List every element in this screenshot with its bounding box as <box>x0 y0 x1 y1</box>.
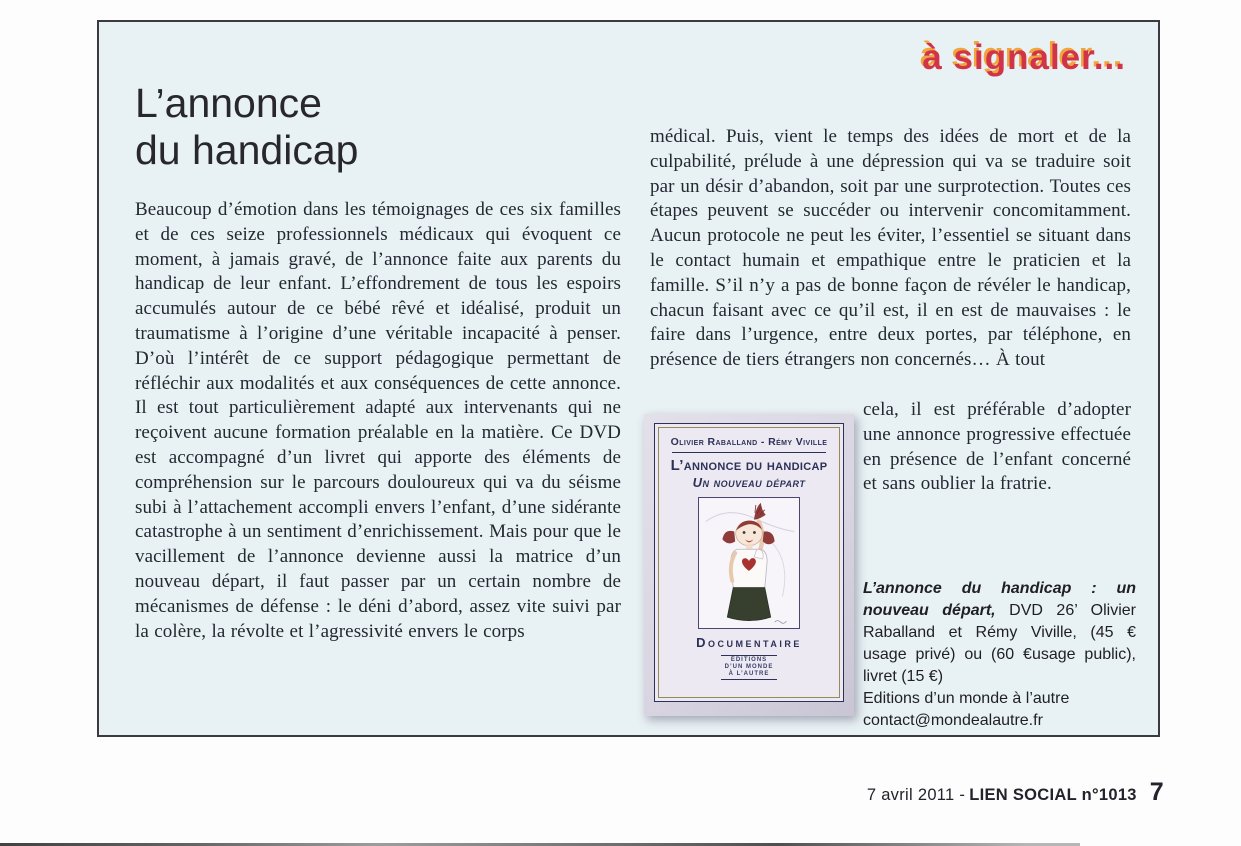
right-column-text-top: médical. Puis, vient le temps des idées de mort et de la culpabilité, prélude à une dépression qui va se traduire soit par un désir d’abandon, soit par une surprotection. Toutes ces étapes peuvent se succéder ou intervenir concomitamment. Aucun protocole ne peut les éviter, l’essentiel se situant dans le contact humain et empathique entre le praticien et la famille. S’il n’y a pas de bonne façon de révéler le handicap, chacun faisant avec ce qu’il est, il en est de mauvaises : le faire dans l’urgence, entre deux portes, par téléphone, en présence de tiers étrangers non concernés… À tout <box>650 126 1131 371</box>
dvd-cover-subtitle: Un nouveau départ <box>692 475 806 490</box>
left-column-text: Beaucoup d’émotion dans les témoignages de ces six familles et de ces seize professionnels médicaux qui évoquent ce moment, à jamais gravé, de l’annonce faite aux parents du handicap de leur enfant. L’effondrement de tous les espoirs accumulés autour de ce bébé rêvé et idéalisé, produit un traumatisme à l’origine d’une véritable incapacité à penser. D’où l’intérêt de ce support pédagogique permettant de réfléchir aux modalités et aux conséquences de cette annonce. Il est tout particulièrement adapté aux intervenants qui ne reçoivent aucune formation préalable en la matière. Ce DVD est accompagné d’un livret qui apporte des éléments de compréhension sur le parcours douloureux qui va du séisme subi à l’attachement accompli envers l’enfant, d’une sidérante catastrophe à un sentiment d’enrichissement. Mais pour que le vacillement de l’annonce devienne aussi la matrice d’un nouveau départ, il faut passer par un certain nombre de mécanismes de défense : le déni d’abord, assez vite suivi par la colère, la révolte et l’agressivité envers le corps <box>135 199 621 642</box>
footer-magazine: LIEN SOCIAL n°1013 <box>969 786 1137 804</box>
page-number: 7 <box>1149 778 1164 806</box>
caption-title: L’annonce du handicap : un nouveau départ, <box>863 580 1136 619</box>
caption-email: contact@mondealautre.fr <box>863 712 1043 729</box>
child-illustration <box>698 497 800 629</box>
dvd-caption <box>863 578 1136 732</box>
article-title-line2: du handicap <box>135 127 359 173</box>
dvd-cover-frame <box>658 427 840 698</box>
dvd-cover-photo <box>644 414 854 716</box>
article-panel <box>97 20 1160 737</box>
publisher-logo-line2: D’UN MONDE <box>724 664 774 670</box>
caption-publisher: Editions d’un monde à l’autre <box>863 690 1070 707</box>
section-label: à signaler... <box>922 38 1126 77</box>
page-footer <box>867 778 1164 807</box>
girl-drawing-icon <box>699 498 799 628</box>
publisher-logo-line1: ÉDITIONS <box>730 657 768 663</box>
dvd-cover-title: L’annonce du handicap <box>670 457 828 474</box>
right-column-text-wrap: cela, il est préférable d’adopter une annonce progressive effectuée en présence de l’enfant concerné et sans oublier la fratrie. <box>863 399 1131 495</box>
dvd-cover <box>654 423 844 702</box>
dvd-cover-authors: Olivier Raballand - Rémy Viville <box>670 436 828 448</box>
publisher-logo-line3: À L’AUTRE <box>728 671 770 677</box>
dvd-cover-genre: Documentaire <box>696 635 802 650</box>
caption-main <box>863 578 1136 688</box>
dvd-cover-rule <box>672 452 827 453</box>
article-title <box>135 80 358 174</box>
caption-details: DVD 26’ Olivier Raballand et Rémy Viville, (45 € usage privé) ou (60 €usage public), livret (15 €) <box>863 602 1137 685</box>
footer-date: 7 avril 2011 - <box>866 786 966 804</box>
article-title-line1: L’annonce <box>135 80 322 126</box>
publisher-logo <box>721 655 778 680</box>
